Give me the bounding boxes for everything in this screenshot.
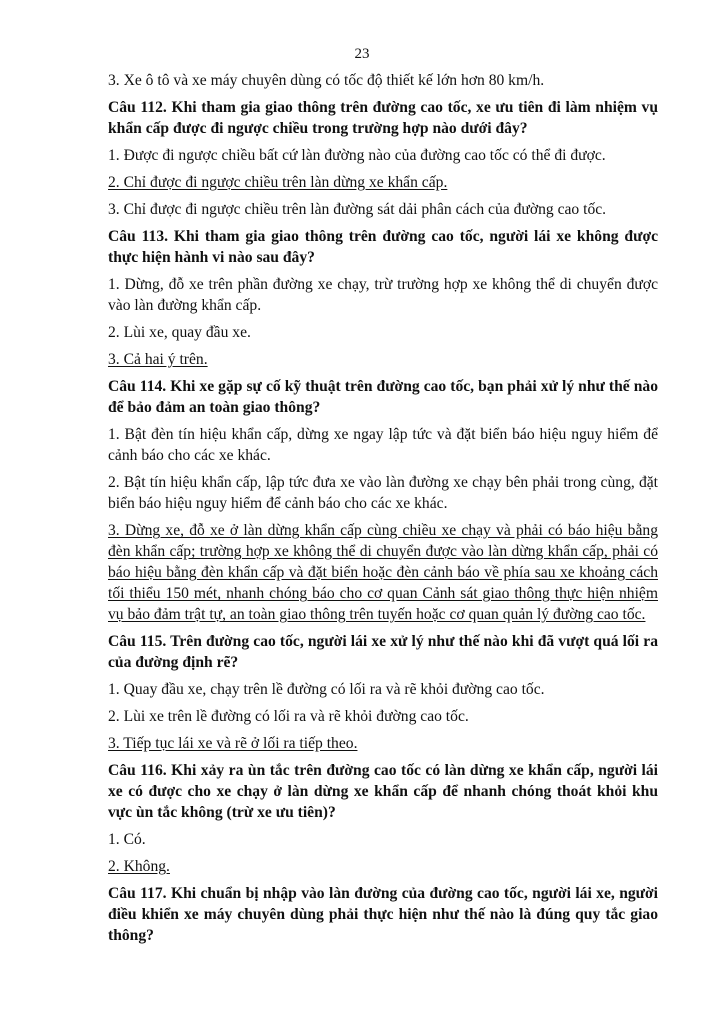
question-117: Câu 117. Khi chuẩn bị nhập vào làn đường của đường cao tốc, người lái xe, người điều khiển xe máy chuyên dùng phải thực hiện như thế nào là đúng quy tắc giao thông?	[108, 885, 658, 944]
page-content	[108, 70, 658, 952]
answer-116-2-correct: 2. Không.	[108, 858, 170, 875]
answer-113-3-correct: 3. Cả hai ý trên.	[108, 351, 208, 368]
page-number: 23	[354, 46, 370, 62]
answer-116-1: 1. Có.	[108, 831, 146, 848]
answer-113-2: 2. Lùi xe, quay đầu xe.	[108, 324, 251, 341]
question-115: Câu 115. Trên đường cao tốc, người lái xe xử lý như thế nào khi đã vượt quá lối ra của đường định rẽ?	[108, 633, 658, 671]
question-113: Câu 113. Khi tham gia giao thông trên đường cao tốc, người lái xe không được thực hiện hành vi nào sau đây?	[108, 228, 658, 266]
question-112: Câu 112. Khi tham gia giao thông trên đường cao tốc, xe ưu tiên đi làm nhiệm vụ khẩn cấp được đi ngược chiều trong trường hợp nào dưới đây?	[108, 99, 658, 137]
answer-112-2-correct: 2. Chỉ được đi ngược chiều trên làn dừng xe khẩn cấp.	[108, 174, 448, 191]
answer-114-2: 2. Bật tín hiệu khẩn cấp, lập tức đưa xe vào làn đường xe chạy bên phải trong cùng, đặt biển báo hiệu nguy hiểm để cảnh báo cho các xe khác.	[108, 474, 658, 512]
answer-114-1: 1. Bật đèn tín hiệu khẩn cấp, dừng xe ngay lập tức và đặt biển báo hiệu nguy hiểm để cảnh báo cho các xe khác.	[108, 426, 658, 464]
answer-114-3-correct: 3. Dừng xe, đỗ xe ở làn dừng khẩn cấp cùng chiều xe chạy và phải có báo hiệu bằng đèn khẩn cấp; trường hợp xe không thể di chuyển được vào làn dừng khẩn cấp, phải có báo hiệu bằng đèn khẩn cấp và đặt biển hoặc đèn cảnh báo về phía sau xe khoảng cách tối thiểu 150 mét, nhanh chóng báo cho cơ quan Cảnh sát giao thông thực hiện nhiệm vụ bảo đảm trật tự, an toàn giao thông trên tuyến hoặc cơ quan quản lý đường cao tốc.	[108, 522, 658, 623]
previous-answer-3: 3. Xe ô tô và xe máy chuyên dùng có tốc độ thiết kế lớn hơn 80 km/h.	[108, 72, 545, 89]
answer-112-1: 1. Được đi ngược chiều bất cứ làn đường nào của đường cao tốc có thể đi được.	[108, 147, 606, 164]
answer-113-1: 1. Dừng, đỗ xe trên phần đường xe chạy, trừ trường hợp xe không thể di chuyển được vào làn đường khẩn cấp.	[108, 276, 658, 314]
answer-112-3: 3. Chỉ được đi ngược chiều trên làn đường sát dải phân cách của đường cao tốc.	[108, 201, 607, 218]
answer-115-3-correct: 3. Tiếp tục lái xe và rẽ ở lối ra tiếp theo.	[108, 735, 358, 752]
answer-115-2: 2. Lùi xe trên lề đường có lối ra và rẽ khỏi đường cao tốc.	[108, 708, 469, 725]
question-116: Câu 116. Khi xảy ra ùn tắc trên đường cao tốc có làn dừng xe khẩn cấp, người lái xe có được cho xe chạy ở làn dừng xe khẩn cấp để nhanh chóng thoát khỏi khu vực ùn tắc không (trừ xe ưu tiên)?	[108, 762, 658, 821]
answer-115-1: 1. Quay đầu xe, chạy trên lề đường có lối ra và rẽ khỏi đường cao tốc.	[108, 681, 545, 698]
question-114: Câu 114. Khi xe gặp sự cố kỹ thuật trên đường cao tốc, bạn phải xử lý như thế nào để bảo đảm an toàn giao thông?	[108, 378, 658, 416]
